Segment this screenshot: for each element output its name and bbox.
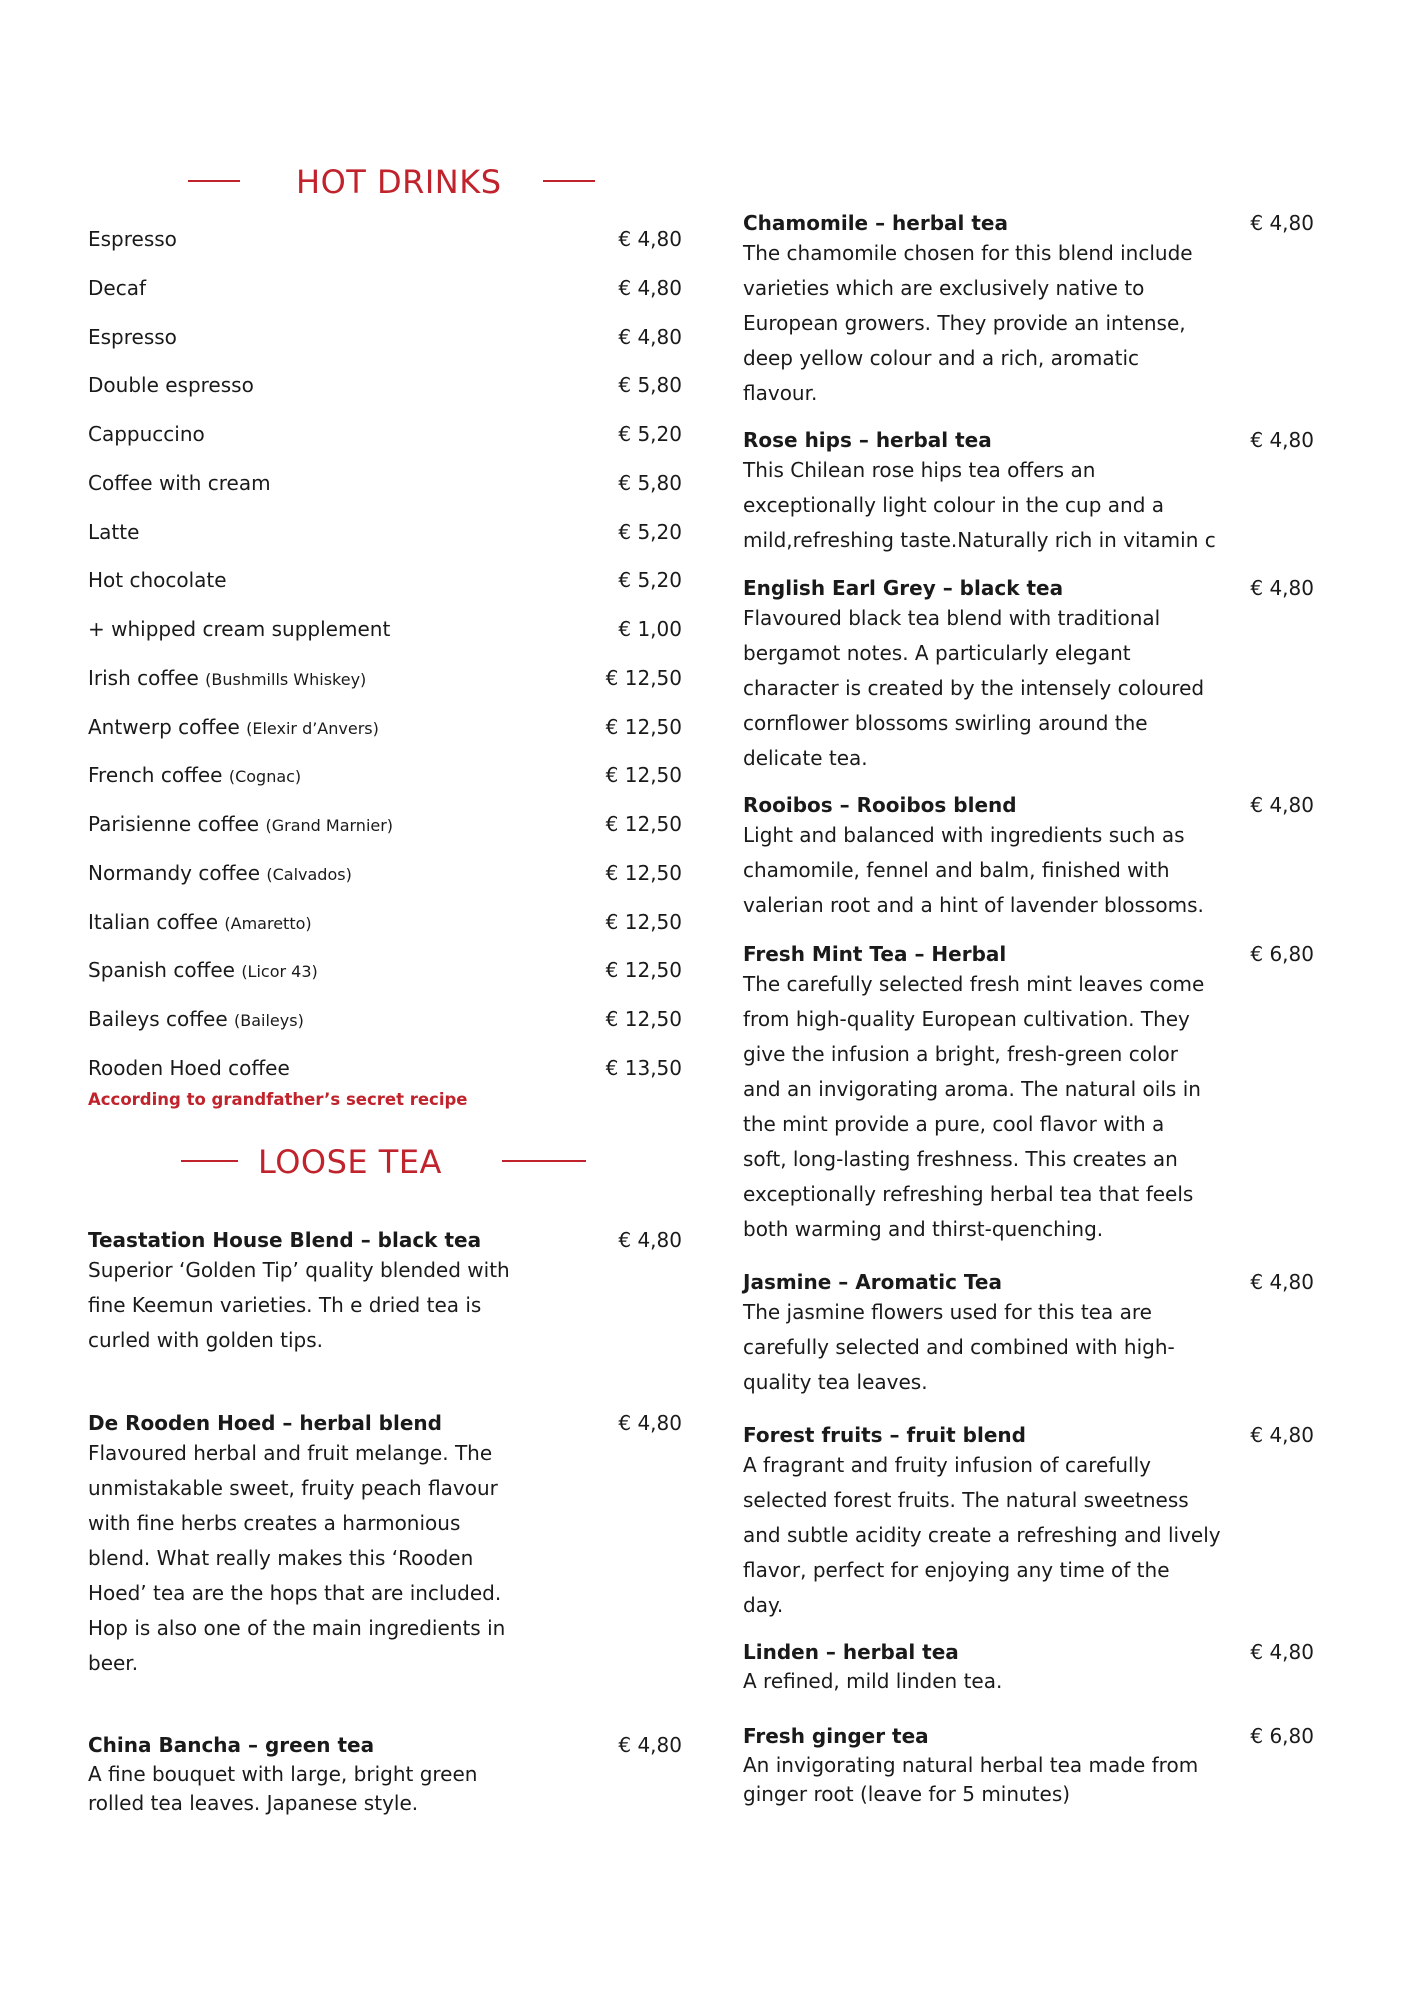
description-line: A fine bouquet with large, bright green <box>88 1762 478 1786</box>
tea-item <box>743 1420 1314 1623</box>
tea-name: Forest fruits – fruit blend <box>743 1423 1026 1447</box>
description-line: soft, long-lasting freshness. This creates an <box>743 1147 1178 1171</box>
item-name: Irish coffee (Bushmills Whiskey) <box>88 665 367 690</box>
tea-price: € 4,80 <box>1250 576 1314 600</box>
tea-item <box>743 208 1314 411</box>
description-line: with fine herbs creates a harmonious <box>88 1511 461 1535</box>
tea-header <box>743 1721 1314 1751</box>
description-line: blend. What really makes this ‘Rooden <box>88 1546 474 1570</box>
description-line: from high-quality European cultivation. They <box>743 1007 1190 1031</box>
tea-description <box>743 453 1314 558</box>
tea-price: € 4,80 <box>618 1733 682 1757</box>
item-price: € 4,80 <box>618 324 682 349</box>
item-note: (Calvados) <box>266 864 352 884</box>
item-name: Spanish coffee (Licor 43) <box>88 958 318 983</box>
menu-item-row <box>88 469 682 518</box>
description-line: The chamomile chosen for this blend include <box>743 241 1193 265</box>
menu-item-row <box>88 371 682 420</box>
tea-name: Linden – herbal tea <box>743 1640 959 1664</box>
tea-name: China Bancha – green tea <box>88 1733 375 1757</box>
description-line: beer. <box>88 1651 139 1675</box>
menu-item-row <box>88 323 682 372</box>
menu-item-row <box>88 420 682 469</box>
tea-header <box>743 939 1314 969</box>
item-price: € 12,50 <box>605 665 682 690</box>
description-line: The jasmine flowers used for this tea are <box>743 1300 1152 1324</box>
tea-item <box>88 1408 682 1681</box>
tea-name: De Rooden Hoed – herbal blend <box>88 1411 442 1435</box>
item-name: Normandy coffee (Calvados) <box>88 860 352 885</box>
description-line: Hoed’ tea are the hops that are included. <box>88 1581 502 1605</box>
tea-price: € 4,80 <box>1250 211 1314 235</box>
tea-header <box>743 425 1314 455</box>
item-note: (Grand Marnier) <box>265 816 394 835</box>
item-price: € 4,80 <box>618 275 682 300</box>
tea-name: Fresh ginger tea <box>743 1724 929 1748</box>
item-price: € 12,50 <box>605 1007 682 1031</box>
tea-name: Chamomile – herbal tea <box>743 211 1008 235</box>
tea-header <box>743 1420 1314 1450</box>
description-line: deep yellow colour and a rich, aromatic <box>743 346 1140 370</box>
description-line: curled with golden tips. <box>88 1328 323 1352</box>
tea-price: € 6,80 <box>1250 1724 1314 1748</box>
title-rule-left <box>188 180 240 182</box>
tea-item <box>88 1225 682 1358</box>
description-line: both warming and thirst-quenching. <box>743 1217 1104 1241</box>
description-line: Superior ‘Golden Tip’ quality blended with <box>88 1258 510 1282</box>
item-price: € 1,00 <box>618 617 682 641</box>
tea-description <box>743 1295 1314 1400</box>
menu-item-row <box>88 566 682 615</box>
secret-recipe-note: According to grandfather’s secret recipe <box>88 1090 468 1109</box>
item-price: € 5,80 <box>618 373 682 398</box>
item-name: Parisienne coffee (Grand Marnier) <box>88 812 394 836</box>
tea-description <box>743 1448 1314 1623</box>
tea-item <box>743 573 1314 776</box>
description-line: Hop is also one of the main ingredients in <box>88 1616 506 1640</box>
item-name: Hot chocolate <box>88 568 227 593</box>
description-line: carefully selected and combined with high- <box>743 1335 1175 1359</box>
description-line: This Chilean rose hips tea offers an <box>743 458 1096 482</box>
description-line: character is created by the intensely coloured <box>743 676 1205 700</box>
menu-item-row <box>88 908 682 957</box>
tea-description <box>743 1667 1314 1696</box>
hot-drinks-list <box>88 225 682 1103</box>
item-name: Espresso <box>88 227 177 251</box>
item-note: (Amaretto) <box>224 913 312 933</box>
item-note: (Licor 43) <box>241 962 318 982</box>
description-line: quality tea leaves. <box>743 1370 928 1394</box>
tea-price: € 6,80 <box>1250 942 1314 966</box>
tea-header <box>88 1730 682 1760</box>
item-price: € 5,20 <box>618 519 682 544</box>
menu-item-row <box>88 713 682 762</box>
menu-item-row <box>88 1005 682 1054</box>
description-line: Flavoured black tea blend with traditional <box>743 606 1161 630</box>
tea-item <box>743 1721 1314 1809</box>
menu-item-row <box>88 615 682 664</box>
tea-name: Teastation House Blend – black tea <box>88 1228 482 1252</box>
item-price: € 4,80 <box>618 227 682 251</box>
description-line: The carefully selected fresh mint leaves come <box>743 972 1205 996</box>
description-line: chamomile, fennel and balm, finished with <box>743 858 1170 882</box>
tea-description <box>743 236 1314 411</box>
menu-item-row <box>88 518 682 567</box>
description-line: varieties which are exclusively native to <box>743 276 1145 300</box>
title-rule-left <box>181 1160 238 1162</box>
description-line: Light and balanced with ingredients such as <box>743 823 1185 847</box>
tea-header <box>88 1408 682 1438</box>
description-line: A fragrant and fruity infusion of carefully <box>743 1453 1151 1477</box>
tea-header <box>743 790 1314 820</box>
loose-tea-title: LOOSE TEA <box>258 1143 442 1181</box>
tea-description <box>88 1436 682 1681</box>
description-line: and subtle acidity create a refreshing and lively <box>743 1523 1221 1547</box>
item-price: € 12,50 <box>605 714 682 739</box>
description-line: Flavoured herbal and fruit melange. The <box>88 1441 493 1465</box>
tea-name: English Earl Grey – black tea <box>743 576 1064 600</box>
item-note: (Cognac) <box>228 767 302 787</box>
tea-header <box>743 573 1314 603</box>
tea-price: € 4,80 <box>618 1411 682 1435</box>
title-rule-right <box>502 1160 586 1162</box>
tea-description <box>743 818 1314 923</box>
description-line: flavor, perfect for enjoying any time of the <box>743 1558 1170 1582</box>
description-line: mild,refreshing taste.Naturally rich in vitamin c <box>743 528 1216 552</box>
tea-header <box>743 208 1314 238</box>
tea-header <box>743 1637 1314 1667</box>
tea-name: Rose hips – herbal tea <box>743 428 992 452</box>
item-name: Cappuccino <box>88 422 205 446</box>
item-name: Coffee with cream <box>88 470 271 495</box>
tea-name: Fresh Mint Tea – Herbal <box>743 942 1007 966</box>
item-price: € 5,20 <box>618 568 682 593</box>
item-name: Decaf <box>88 275 146 300</box>
menu-item-row <box>88 274 682 323</box>
description-line: the mint provide a pure, cool flavor with a <box>743 1112 1165 1136</box>
menu-item-row <box>88 859 682 908</box>
tea-item <box>743 425 1314 558</box>
item-price: € 12,50 <box>605 812 682 836</box>
description-line: rolled tea leaves. Japanese style. <box>88 1791 419 1815</box>
description-line: and an invigorating aroma. The natural oils in <box>743 1077 1201 1101</box>
description-line: bergamot notes. A particularly elegant <box>743 641 1131 665</box>
description-line: give the infusion a bright, fresh-green color <box>743 1042 1178 1066</box>
tea-header <box>88 1225 682 1255</box>
menu-item-row <box>88 810 682 859</box>
description-line: valerian root and a hint of lavender blossoms. <box>743 893 1204 917</box>
item-price: € 12,50 <box>605 860 682 885</box>
item-price: € 5,20 <box>618 422 682 446</box>
tea-price: € 4,80 <box>618 1228 682 1252</box>
tea-description <box>743 601 1314 776</box>
description-line: day. <box>743 1593 784 1617</box>
item-name: Rooden Hoed coffee <box>88 1055 290 1080</box>
tea-description <box>88 1253 682 1358</box>
item-price: € 5,80 <box>618 470 682 495</box>
tea-description <box>88 1760 682 1818</box>
tea-item <box>743 1267 1314 1400</box>
tea-description <box>743 1751 1314 1809</box>
tea-item <box>743 790 1314 923</box>
description-line: A refined, mild linden tea. <box>743 1669 1003 1693</box>
description-line: exceptionally refreshing herbal tea that feels <box>743 1182 1194 1206</box>
item-price: € 12,50 <box>605 763 682 788</box>
tea-item <box>743 939 1314 1247</box>
tea-header <box>743 1267 1314 1297</box>
tea-item <box>88 1730 682 1818</box>
tea-price: € 4,80 <box>1250 1270 1314 1294</box>
item-name: Espresso <box>88 324 177 349</box>
item-name: Double espresso <box>88 373 254 398</box>
item-note: (Baileys) <box>234 1011 304 1030</box>
menu-item-row <box>88 225 682 274</box>
tea-price: € 4,80 <box>1250 428 1314 452</box>
item-price: € 12,50 <box>605 909 682 934</box>
item-name: Italian coffee (Amaretto) <box>88 909 312 934</box>
menu-item-row <box>88 761 682 810</box>
description-line: European growers. They provide an intense, <box>743 311 1186 335</box>
item-note: (Elexir d’Anvers) <box>246 718 379 738</box>
item-note: (Bushmills Whiskey) <box>205 669 367 689</box>
description-line: ginger root (leave for 5 minutes) <box>743 1782 1071 1806</box>
tea-price: € 4,80 <box>1250 1640 1314 1664</box>
tea-price: € 4,80 <box>1250 1423 1314 1447</box>
description-line: selected forest fruits. The natural sweetness <box>743 1488 1189 1512</box>
title-rule-right <box>543 180 595 182</box>
tea-price: € 4,80 <box>1250 793 1314 817</box>
tea-item <box>743 1637 1314 1696</box>
description-line: fine Keemun varieties. Th e dried tea is <box>88 1293 482 1317</box>
item-name: French coffee (Cognac) <box>88 763 302 788</box>
description-line: flavour. <box>743 381 818 405</box>
tea-name: Rooibos – Rooibos blend <box>743 793 1017 817</box>
item-price: € 12,50 <box>605 958 682 983</box>
item-price: € 13,50 <box>605 1055 682 1080</box>
item-name: Latte <box>88 519 140 544</box>
item-name: Antwerp coffee (Elexir d’Anvers) <box>88 714 379 739</box>
menu-item-row <box>88 664 682 713</box>
item-name: + whipped cream supplement <box>88 617 391 641</box>
description-line: An invigorating natural herbal tea made from <box>743 1753 1199 1777</box>
tea-description <box>743 967 1314 1247</box>
description-line: exceptionally light colour in the cup and a <box>743 493 1165 517</box>
description-line: delicate tea. <box>743 746 868 770</box>
hot-drinks-title: HOT DRINKS <box>296 163 502 201</box>
item-name: Baileys coffee (Baileys) <box>88 1007 304 1031</box>
description-line: cornflower blossoms swirling around the <box>743 711 1148 735</box>
tea-name: Jasmine – Aromatic Tea <box>743 1270 1002 1294</box>
menu-item-row <box>88 956 682 1005</box>
description-line: unmistakable sweet, fruity peach flavour <box>88 1476 498 1500</box>
